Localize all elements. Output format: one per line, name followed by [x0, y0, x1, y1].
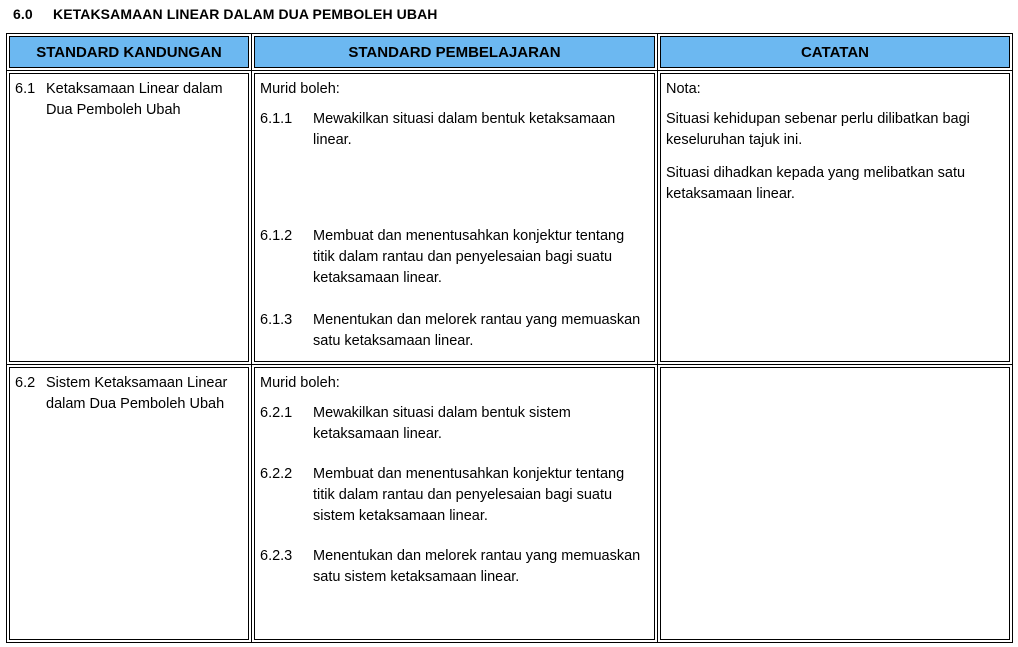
header-standard-kandungan: STANDARD KANDUNGAN	[7, 34, 252, 71]
learning-item	[260, 109, 649, 151]
learning-item-text: Membuat dan menentusahkan konjektur tentang titik dalam rantau dan penyelesaian bagi suatu sistem ketaksamaan linear.	[313, 465, 625, 524]
ks-title: Ketaksamaan Linear dalam Dua Pemboleh Ubah	[46, 81, 223, 118]
learning-item-text: Menentukan dan melorek rantau yang memuaskan satu ketaksamaan linear.	[313, 312, 641, 349]
learning-item	[260, 226, 649, 289]
learning-item	[260, 546, 649, 588]
learning-item-text: Mewakilkan situasi dalam bentuk sistem ketaksamaan linear.	[313, 404, 571, 442]
section-title: KETAKSAMAAN LINEAR DALAM DUA PEMBOLEH UBAH	[53, 6, 438, 22]
learning-item-number: 6.2.1	[260, 404, 293, 421]
learning-intro: Murid boleh:	[260, 81, 340, 97]
section-number: 6.0	[13, 6, 33, 22]
catatan-cell	[658, 364, 1013, 643]
standard-pembelajaran-cell	[252, 364, 658, 643]
ks-title: Sistem Ketaksamaan Linear dalam Dua Pemboleh Ubah	[46, 374, 228, 412]
table-row	[7, 364, 1013, 643]
notes-label: Nota:	[666, 81, 701, 97]
learning-item-number: 6.2.2	[260, 465, 293, 482]
learning-item	[260, 310, 649, 352]
standard-kandungan-cell	[7, 364, 252, 643]
table-row	[7, 71, 1013, 365]
learning-item-text: Mewakilkan situasi dalam bentuk ketaksamaan linear.	[313, 111, 616, 148]
note-text: Situasi kehidupan sebenar perlu dilibatkan bagi keseluruhan tajuk ini.	[666, 111, 970, 148]
header-standard-pembelajaran: STANDARD PEMBELAJARAN	[252, 34, 658, 71]
learning-item	[260, 403, 649, 445]
ks-number: 6.1	[15, 81, 36, 97]
standard-pembelajaran-cell	[252, 71, 658, 365]
header-catatan: CATATAN	[658, 34, 1013, 71]
learning-item	[260, 464, 649, 527]
ks-number: 6.2	[15, 374, 36, 391]
learning-item-text: Menentukan dan melorek rantau yang memuaskan satu sistem ketaksamaan linear.	[313, 547, 641, 585]
header-row	[7, 34, 1013, 71]
learning-item-number: 6.1.1	[260, 111, 293, 127]
learning-item-number: 6.1.2	[260, 228, 293, 244]
section-heading	[13, 6, 438, 22]
catatan-cell	[658, 71, 1013, 365]
learning-item-text: Membuat dan menentusahkan konjektur tentang titik dalam rantau dan penyelesaian bagi suatu ketaksamaan linear.	[313, 228, 625, 286]
learning-item-number: 6.1.3	[260, 312, 293, 328]
curriculum-table	[6, 33, 1013, 643]
note-text: Situasi dihadkan kepada yang melibatkan satu ketaksamaan linear.	[666, 165, 966, 202]
learning-intro: Murid boleh:	[260, 374, 340, 391]
standard-kandungan-cell	[7, 71, 252, 365]
learning-item-number: 6.2.3	[260, 547, 293, 564]
